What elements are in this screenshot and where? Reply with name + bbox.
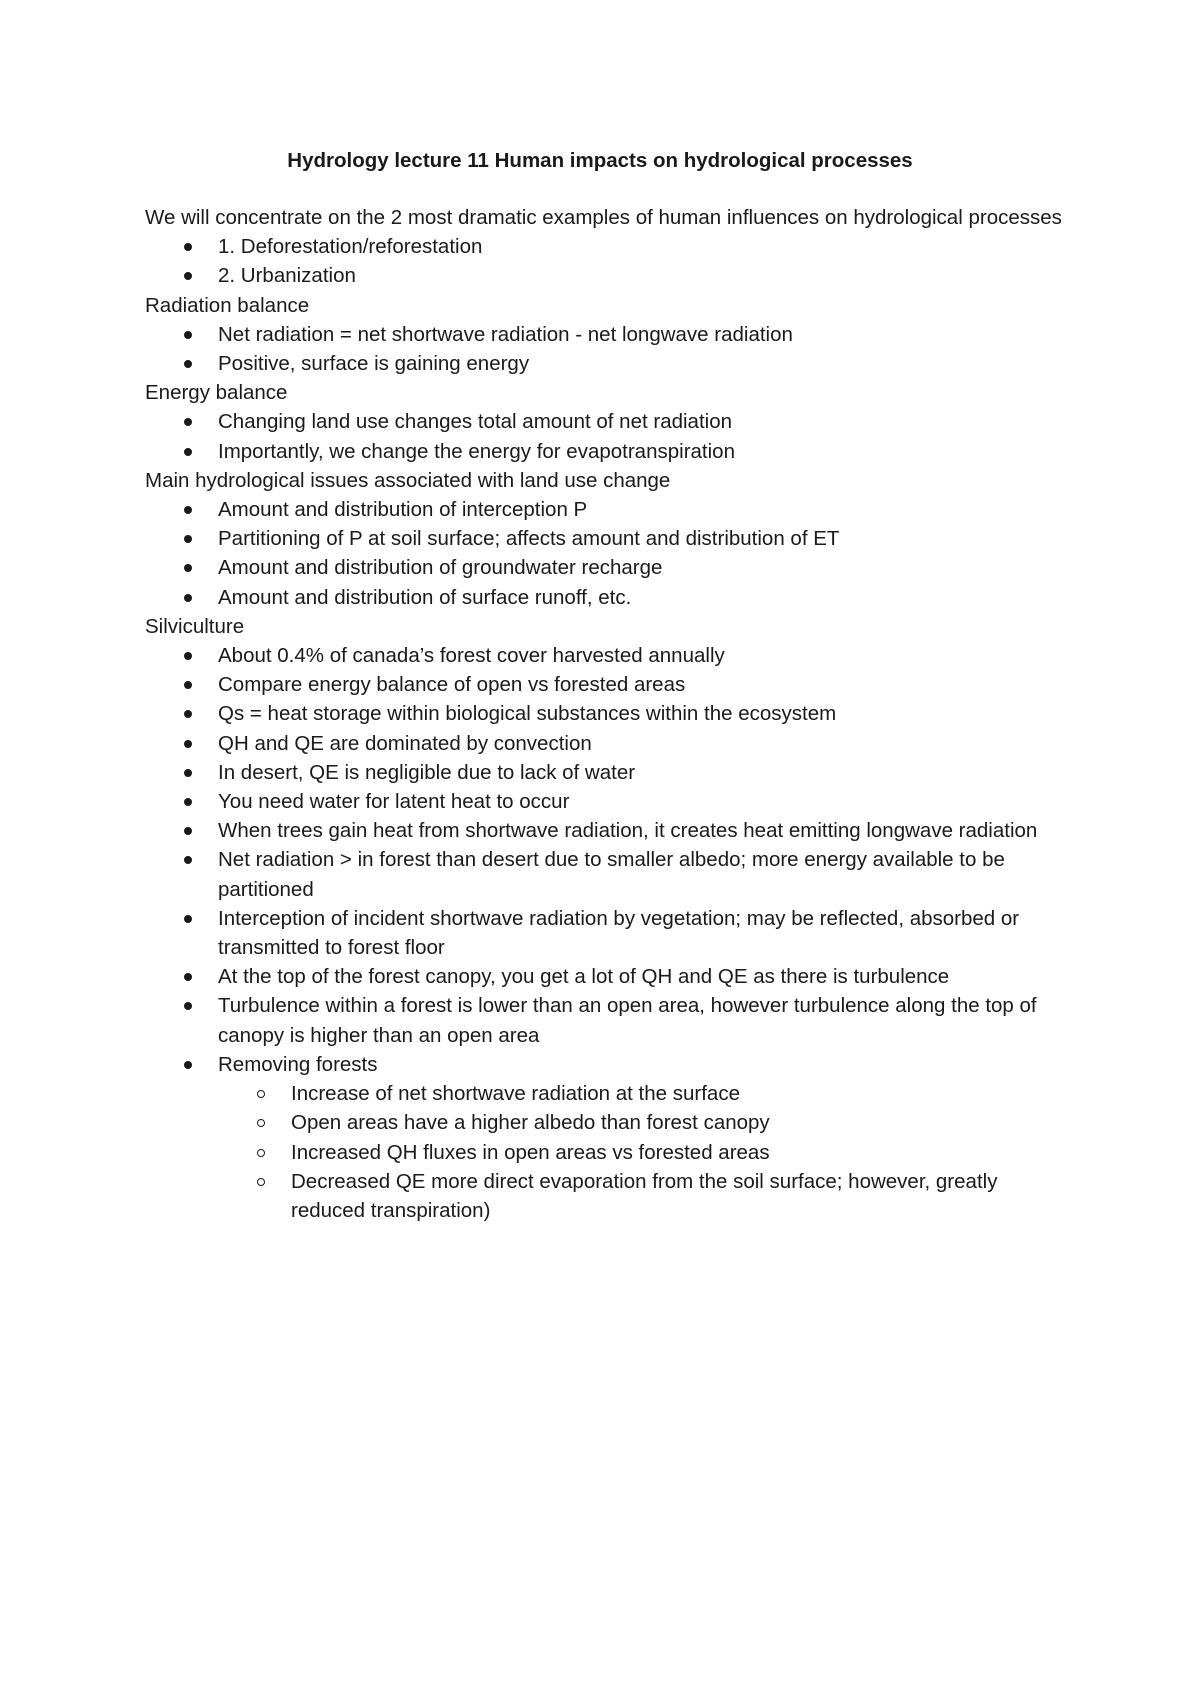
bullet-icon — [184, 827, 192, 835]
list-item: Net radiation > in forest than desert due to smaller albedo; more energy available to be partitioned — [218, 845, 1075, 903]
list-item: 1. Deforestation/reforestation — [218, 232, 1075, 261]
bullet-icon — [184, 681, 192, 689]
bullet-icon — [184, 448, 192, 456]
bullet-icon — [184, 418, 192, 426]
list-item: 2. Urbanization — [218, 261, 1075, 290]
list-item: QH and QE are dominated by convection — [218, 729, 1075, 758]
bullet-icon — [184, 1061, 192, 1069]
sub-list-item: Increased QH fluxes in open areas vs forested areas — [291, 1138, 1075, 1167]
list-item: Partitioning of P at soil surface; affects amount and distribution of ET — [218, 524, 1075, 553]
removing-forests-sublist — [218, 1079, 1075, 1225]
silviculture-list — [145, 641, 1075, 1225]
section-heading-energy-balance: Energy balance — [145, 381, 288, 405]
bullet-icon — [184, 1002, 192, 1010]
sub-list-item: Increase of net shortwave radiation at the surface — [291, 1079, 1075, 1108]
bullet-icon — [184, 973, 192, 981]
intro-list — [145, 232, 1075, 290]
sub-list-item: Open areas have a higher albedo than forest canopy — [291, 1108, 1075, 1137]
list-item: At the top of the forest canopy, you get a lot of QH and QE as there is turbulence — [218, 962, 1075, 991]
list-item: You need water for latent heat to occur — [218, 787, 1075, 816]
bullet-icon — [184, 769, 192, 777]
land-use-issues-list — [145, 495, 1075, 612]
page-title: Hydrology lecture 11 Human impacts on hydrological processes — [287, 149, 913, 172]
bullet-icon — [184, 740, 192, 748]
list-item: Amount and distribution of groundwater recharge — [218, 553, 1075, 582]
list-item: Amount and distribution of interception P — [218, 495, 1075, 524]
hollow-bullet-icon — [257, 1149, 265, 1157]
sub-list-item: Decreased QE more direct evaporation from the soil surface; however, greatly reduced transpiration) — [291, 1167, 1075, 1225]
list-item: Interception of incident shortwave radiation by vegetation; may be reflected, absorbed or transmitted to forest floor — [218, 904, 1075, 962]
list-item: Positive, surface is gaining energy — [218, 349, 1075, 378]
intro-paragraph: We will concentrate on the 2 most dramatic examples of human influences on hydrological processes — [145, 206, 1062, 229]
section-heading-radiation-balance: Radiation balance — [145, 293, 310, 317]
list-item: About 0.4% of canada’s forest cover harvested annually — [218, 641, 1075, 670]
section-heading-land-use-issues: Main hydrological issues associated with land use change — [145, 468, 671, 492]
list-item: Removing forests Increase of net shortwave radiation at the surface Open areas have a higher albedo than forest canopy Increased QH fluxes in open areas vs forested areas Decreased QE more direct evaporation from the soil surface; however, greatly reduced transpiration) — [218, 1050, 1075, 1225]
document-body — [145, 203, 1075, 1225]
bullet-icon — [184, 331, 192, 339]
hollow-bullet-icon — [257, 1178, 265, 1186]
list-item: Turbulence within a forest is lower than an open area, however turbulence along the top of canopy is higher than an open area — [218, 991, 1075, 1049]
bullet-icon — [184, 798, 192, 806]
list-item: Changing land use changes total amount of net radiation — [218, 407, 1075, 436]
hollow-bullet-icon — [257, 1119, 265, 1127]
list-item: Compare energy balance of open vs forested areas — [218, 670, 1075, 699]
list-item: Importantly, we change the energy for evapotranspiration — [218, 437, 1075, 466]
bullet-icon — [184, 710, 192, 718]
bullet-icon — [184, 506, 192, 514]
bullet-icon — [184, 915, 192, 923]
bullet-icon — [184, 594, 192, 602]
list-item: In desert, QE is negligible due to lack of water — [218, 758, 1075, 787]
bullet-icon — [184, 360, 192, 368]
bullet-icon — [184, 272, 192, 280]
list-item: When trees gain heat from shortwave radiation, it creates heat emitting longwave radiation — [218, 816, 1075, 845]
hollow-bullet-icon — [257, 1090, 265, 1098]
bullet-icon — [184, 535, 192, 543]
radiation-balance-list — [145, 320, 1075, 378]
bullet-icon — [184, 856, 192, 864]
section-heading-silviculture: Silviculture — [145, 614, 245, 638]
bullet-icon — [184, 652, 192, 660]
list-item: Amount and distribution of surface runoff, etc. — [218, 583, 1075, 612]
list-item: Net radiation = net shortwave radiation - net longwave radiation — [218, 320, 1075, 349]
energy-balance-list — [145, 407, 1075, 465]
bullet-icon — [184, 243, 192, 251]
list-item: Qs = heat storage within biological substances within the ecosystem — [218, 699, 1075, 728]
bullet-icon — [184, 564, 192, 572]
